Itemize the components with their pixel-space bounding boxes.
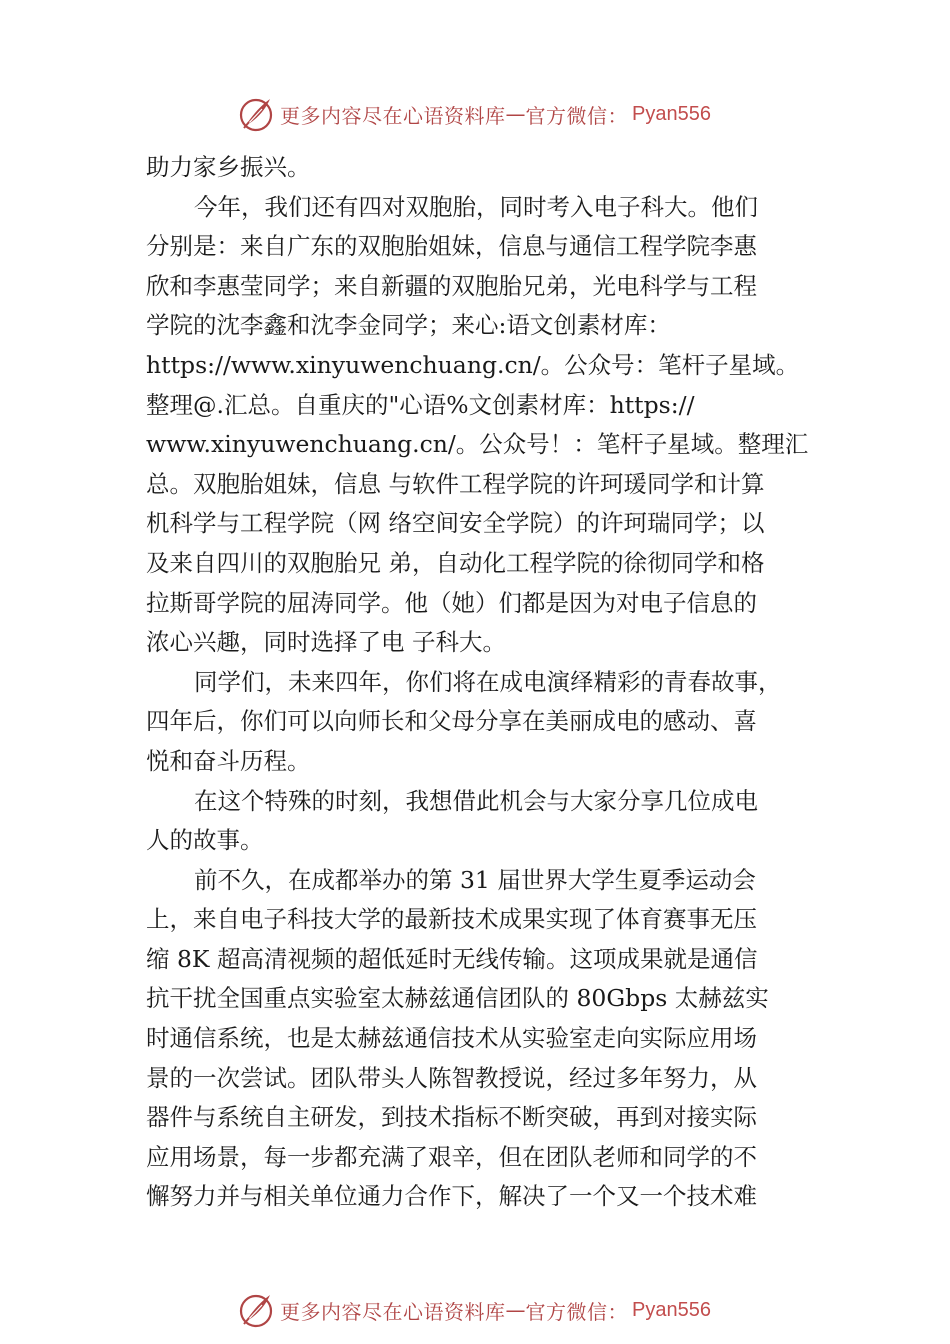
text-line: 欣和李惠莹同学；来自新疆的双胞胎兄弟，光电科学与工程 (146, 271, 757, 300)
document-body (146, 148, 826, 1217)
text-line: 上，来自电子科技大学的最新技术成果实现了体育赛事无压 (146, 905, 757, 934)
text-line: 拉斯哥学院的屈涛同学。他（她）们都是因为对电子信息的 (146, 588, 757, 617)
text-line: 同学们，未来四年，你们将在成电演绎精彩的青春故事， (194, 667, 782, 696)
banner-text: 更多内容尽在心语资料库 (280, 1299, 506, 1324)
text-line: 今年，我们还有四对双胞胎，同时考入电子科大。他们 (194, 192, 758, 221)
text-line: 分别是：来自广东的双胞胎姐妹，信息与通信工程学院李惠 (146, 232, 757, 261)
banner-text: 更多内容尽在心语资料库 (280, 103, 506, 128)
text-line: 学院的沈李鑫和沈李金同学；来心:语文创素材库： (146, 311, 671, 340)
text-line: 缩 8K 超高清视频的超低延时无线传输。这项成果就是通信 (146, 944, 758, 973)
text-line: 景的一次尝试。团队带头人陈智教授说，经过多年努力，从 (146, 1063, 757, 1092)
text-line: 悦和奋斗历程。 (146, 746, 311, 775)
text-line: 浓心兴趣，同时选择了电 子科大。 (146, 628, 506, 657)
quill-logo-icon (236, 1290, 276, 1330)
text-line: 懈努力并与相关单位通力合作下，解决了一个又一个技术难 (146, 1182, 757, 1211)
text-line: 抗干扰全国重点实验室太赫兹通信团队的 80Gbps 太赫兹实 (146, 984, 769, 1013)
text-line: 助力家乡振兴。 (146, 153, 311, 181)
quill-logo-icon (236, 94, 276, 134)
text-line: 四年后，你们可以向师长和父母分享在美丽成电的感动、喜 (146, 707, 757, 736)
text-line: 应用场景，每一步都充满了艰辛，但在团队老师和同学的不 (146, 1142, 757, 1171)
banner-wechat-id: Pyan556 (632, 1298, 711, 1321)
banner-separator: — (505, 102, 526, 126)
header-banner (236, 94, 711, 134)
text-line: 前不久，在成都举办的第 31 届世界大学生夏季运动会 (194, 865, 756, 894)
text-line: 及来自四川的双胞胎兄 弟，自动化工程学院的徐彻同学和格 (146, 548, 765, 577)
text-line: 总。双胞胎姐妹，信息 与软件工程学院的许珂瑗同学和计算 (146, 469, 765, 498)
banner-separator: — (505, 1298, 526, 1322)
banner-wechat-label: 官方微信： (525, 103, 628, 128)
text-line: 整理@.汇总。自重庆的"心语%文创素材库：https:// (146, 390, 695, 419)
text-line: 在这个特殊的时刻，我想借此机会与大家分享几位成电 (194, 786, 758, 815)
text-line: https://www.xinyuwenchuang.cn/。公众号：笔杆子星域。 (146, 350, 800, 379)
banner-wechat-id: Pyan556 (632, 102, 711, 125)
text-line: 人的故事。 (146, 826, 264, 855)
text-line: 器件与系统自主研发，到技术指标不断突破，再到对接实际 (146, 1103, 757, 1132)
footer-banner (236, 1290, 711, 1330)
text-line: www.xinyuwenchuang.cn/。公众号！：笔杆子星域。整理汇 (146, 430, 809, 459)
text-line: 机科学与工程学院（网 络空间安全学院）的许珂瑞同学；以 (146, 509, 765, 538)
banner-wechat-label: 官方微信： (525, 1299, 628, 1324)
text-line: 时通信系统，也是太赫兹通信技术从实验室走向实际应用场 (146, 1024, 757, 1053)
